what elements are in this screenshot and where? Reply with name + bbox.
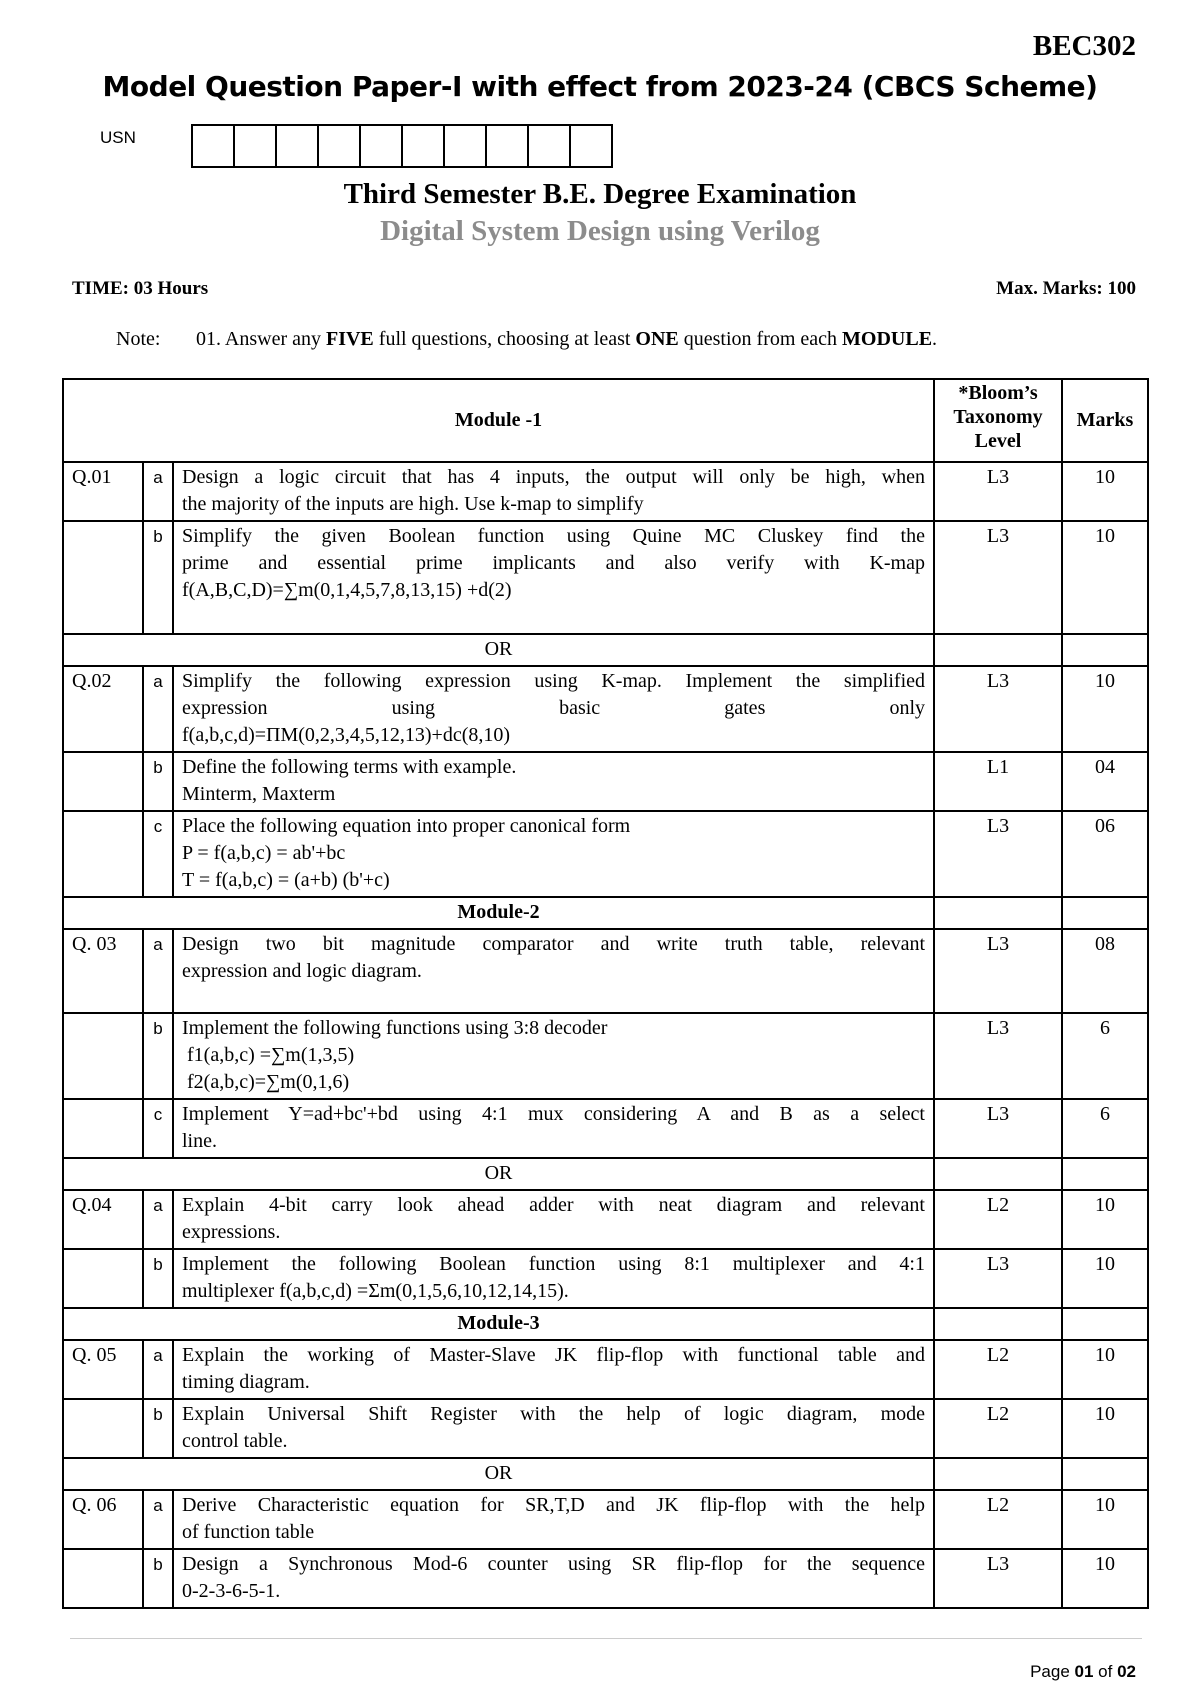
- usn-box: [487, 124, 529, 168]
- module-row: [63, 1308, 1148, 1340]
- or-row: [63, 634, 1148, 666]
- usn-box: [403, 124, 445, 168]
- question-line: of function table: [182, 1521, 315, 1543]
- note-part: question from each: [678, 328, 843, 350]
- sub-question-label: b: [143, 521, 173, 634]
- question-number: Q.04: [63, 1190, 143, 1249]
- question-number: [63, 1399, 143, 1458]
- sub-question-label: b: [143, 1549, 173, 1608]
- question-line: Design two bit magnitude comparator and write truth table, relevant: [182, 933, 925, 955]
- page-number: [1030, 1662, 1136, 1682]
- usn-box: [277, 124, 319, 168]
- question-line: prime and essential prime implicants and also verify with K-map: [182, 552, 925, 574]
- question-marks: 10: [1062, 666, 1148, 752]
- sub-question-label: c: [143, 811, 173, 897]
- question-marks: 10: [1062, 1490, 1148, 1549]
- note-part: 01. Answer any: [196, 328, 326, 350]
- page-of: of: [1093, 1662, 1118, 1681]
- question-line: f1(a,b,c) =∑m(1,3,5): [182, 1044, 355, 1066]
- or-separator: OR: [63, 634, 934, 666]
- question-text: [173, 811, 934, 897]
- usn-box: [571, 124, 613, 168]
- question-text: [173, 1099, 934, 1158]
- question-marks: 10: [1062, 1249, 1148, 1308]
- question-marks: 10: [1062, 521, 1148, 634]
- empty-cell: [934, 1458, 1062, 1490]
- table-row: [63, 462, 1148, 521]
- max-marks: Max. Marks: 100: [996, 278, 1136, 299]
- usn-box: [445, 124, 487, 168]
- question-line: Explain 4-bit carry look ahead adder with neat diagram and relevant: [182, 1194, 925, 1216]
- question-line: multiplexer f(a,b,c,d) =Σm(0,1,5,6,10,12,14,15).: [182, 1280, 569, 1302]
- question-line: Explain the working of Master-Slave JK flip-flop with functional table and: [182, 1344, 925, 1366]
- page-total: 02: [1117, 1662, 1136, 1681]
- table-row: [63, 1249, 1148, 1308]
- usn-box: [319, 124, 361, 168]
- table-row: [63, 1399, 1148, 1458]
- table-row: [63, 1490, 1148, 1549]
- blooms-level: L2: [934, 1490, 1062, 1549]
- question-text: [173, 1490, 934, 1549]
- question-text: [173, 1249, 934, 1308]
- blooms-level: L3: [934, 666, 1062, 752]
- blooms-header-line: *Bloom’s: [958, 382, 1038, 404]
- table-row: [63, 1013, 1148, 1099]
- question-marks: 10: [1062, 1340, 1148, 1399]
- question-text: [173, 521, 934, 634]
- blooms-header: [934, 379, 1062, 462]
- question-line: expression and logic diagram.: [182, 960, 422, 982]
- empty-cell: [934, 897, 1062, 929]
- module-row: [63, 897, 1148, 929]
- question-text: [173, 1399, 934, 1458]
- question-line: P = f(a,b,c) = ab'+bc: [182, 842, 346, 864]
- question-number: [63, 521, 143, 634]
- table-row: [63, 811, 1148, 897]
- empty-cell: [1062, 1308, 1148, 1340]
- blooms-header-line: Taxonomy: [953, 406, 1043, 428]
- table-row: [63, 666, 1148, 752]
- note-label: Note:: [116, 328, 161, 350]
- sub-question-label: b: [143, 1399, 173, 1458]
- sub-question-label: a: [143, 1490, 173, 1549]
- question-marks: 10: [1062, 462, 1148, 521]
- question-text: [173, 1549, 934, 1608]
- empty-cell: [1062, 1158, 1148, 1190]
- question-line: Implement the following Boolean function using 8:1 multiplexer and 4:1: [182, 1253, 925, 1275]
- module-heading: Module -1: [63, 379, 934, 462]
- question-marks: 10: [1062, 1549, 1148, 1608]
- empty-cell: [934, 634, 1062, 666]
- or-separator: OR: [63, 1158, 934, 1190]
- question-line: expression using basic gates only: [182, 697, 925, 719]
- subject-title: Digital System Design using Verilog: [380, 215, 820, 247]
- sub-question-label: b: [143, 1013, 173, 1099]
- question-line: f(a,b,c,d)=ΠM(0,2,3,4,5,12,13)+dc(8,10): [182, 724, 511, 746]
- usn-row: [100, 124, 613, 168]
- sub-question-label: a: [143, 1340, 173, 1399]
- question-number: Q.01: [63, 462, 143, 521]
- question-marks: 6: [1062, 1099, 1148, 1158]
- question-line: Derive Characteristic equation for SR,T,D and JK flip-flop with the help: [182, 1494, 925, 1516]
- table-row: [63, 521, 1148, 634]
- note-emphasis: MODULE: [842, 328, 933, 350]
- question-text: [173, 1340, 934, 1399]
- usn-boxes: [191, 124, 613, 168]
- question-number: [63, 1013, 143, 1099]
- question-line: line.: [182, 1130, 217, 1152]
- question-line: the majority of the inputs are high. Use k-map to simplify: [182, 493, 644, 515]
- question-marks: 10: [1062, 1399, 1148, 1458]
- empty-cell: [1062, 634, 1148, 666]
- question-number: Q. 06: [63, 1490, 143, 1549]
- empty-cell: [1062, 1458, 1148, 1490]
- table-row: [63, 929, 1148, 1013]
- or-row: [63, 1458, 1148, 1490]
- question-line: Explain Universal Shift Register with the help of logic diagram, mode: [182, 1403, 925, 1425]
- question-line: Design a logic circuit that has 4 inputs, the output will only be high, when: [182, 466, 925, 488]
- note-part: full questions, choosing at least: [373, 328, 636, 350]
- question-number: Q. 03: [63, 929, 143, 1013]
- question-line: Place the following equation into proper canonical form: [182, 815, 631, 837]
- or-row: [63, 1158, 1148, 1190]
- question-line: Minterm, Maxterm: [182, 783, 336, 805]
- usn-box: [235, 124, 277, 168]
- table-header-row: [63, 379, 1148, 462]
- question-text: [173, 929, 934, 1013]
- sub-question-label: a: [143, 666, 173, 752]
- blooms-level: L3: [934, 1013, 1062, 1099]
- sub-question-label: b: [143, 1249, 173, 1308]
- question-text: [173, 752, 934, 811]
- marks-header: Marks: [1062, 379, 1148, 462]
- question-line: timing diagram.: [182, 1371, 310, 1393]
- question-number: [63, 752, 143, 811]
- table-row: [63, 1099, 1148, 1158]
- module-heading: Module-2: [63, 897, 934, 929]
- question-text: [173, 462, 934, 521]
- note: [116, 328, 937, 351]
- sub-question-label: b: [143, 752, 173, 811]
- question-line: f(A,B,C,D)=∑m(0,1,4,5,7,8,13,15) +d(2): [182, 579, 512, 601]
- blooms-level: L3: [934, 811, 1062, 897]
- table-row: [63, 1549, 1148, 1608]
- question-line: Implement the following functions using 3:8 decoder: [182, 1017, 608, 1039]
- exam-title: Third Semester B.E. Degree Examination: [343, 178, 857, 210]
- question-marks: 10: [1062, 1190, 1148, 1249]
- note-text: [196, 328, 937, 351]
- question-table: [62, 378, 1149, 1609]
- question-text: [173, 1013, 934, 1099]
- question-text: [173, 1190, 934, 1249]
- note-emphasis: ONE: [635, 328, 679, 350]
- empty-cell: [934, 1308, 1062, 1340]
- page-current: 01: [1074, 1662, 1094, 1681]
- usn-box: [193, 124, 235, 168]
- question-number: [63, 1099, 143, 1158]
- blooms-level: L3: [934, 1549, 1062, 1608]
- question-line: Design a Synchronous Mod-6 counter using SR flip-flop for the sequence: [182, 1553, 925, 1575]
- blooms-level: L3: [934, 462, 1062, 521]
- question-text: [173, 666, 934, 752]
- question-line: T = f(a,b,c) = (a+b) (b'+c): [182, 869, 390, 891]
- empty-cell: [934, 1158, 1062, 1190]
- blooms-header-line: Level: [974, 430, 1022, 452]
- blooms-level: L2: [934, 1340, 1062, 1399]
- table-row: [63, 1340, 1148, 1399]
- usn-box: [361, 124, 403, 168]
- paper-title: Model Question Paper-I with effect from 2023-24 (CBCS Scheme): [102, 70, 1098, 103]
- question-line: 0-2-3-6-5-1.: [182, 1580, 281, 1602]
- blooms-level: L2: [934, 1399, 1062, 1458]
- question-marks: 04: [1062, 752, 1148, 811]
- note-emphasis: FIVE: [325, 328, 374, 350]
- question-line: Implement Y=ad+bc'+bd using 4:1 mux considering A and B as a select: [182, 1103, 925, 1125]
- sub-question-label: a: [143, 462, 173, 521]
- course-code: BEC302: [1032, 30, 1136, 62]
- footer-rule: [70, 1638, 1142, 1639]
- question-number: Q.02: [63, 666, 143, 752]
- blooms-level: L1: [934, 752, 1062, 811]
- module-heading: Module-3: [63, 1308, 934, 1340]
- question-line: control table.: [182, 1430, 288, 1452]
- blooms-level: L3: [934, 1099, 1062, 1158]
- exam-time: TIME: 03 Hours: [72, 278, 209, 299]
- sub-question-label: a: [143, 1190, 173, 1249]
- question-number: Q. 05: [63, 1340, 143, 1399]
- blooms-level: L3: [934, 1249, 1062, 1308]
- table-row: [63, 1190, 1148, 1249]
- usn-box: [529, 124, 571, 168]
- question-number: [63, 1249, 143, 1308]
- question-line: Define the following terms with example.: [182, 756, 517, 778]
- question-marks: 06: [1062, 811, 1148, 897]
- page-prefix: Page: [1030, 1662, 1075, 1681]
- or-separator: OR: [63, 1458, 934, 1490]
- question-marks: 08: [1062, 929, 1148, 1013]
- question-line: Simplify the given Boolean function using Quine MC Cluskey find the: [182, 525, 925, 547]
- usn-label: USN: [100, 128, 136, 147]
- question-line: Simplify the following expression using K-map. Implement the simplified: [182, 670, 925, 692]
- question-line: expressions.: [182, 1221, 281, 1243]
- sub-question-label: c: [143, 1099, 173, 1158]
- blooms-level: L2: [934, 1190, 1062, 1249]
- blooms-level: L3: [934, 521, 1062, 634]
- question-line: f2(a,b,c)=∑m(0,1,6): [182, 1071, 350, 1093]
- question-number: [63, 811, 143, 897]
- question-marks: 6: [1062, 1013, 1148, 1099]
- sub-question-label: a: [143, 929, 173, 1013]
- note-part: .: [932, 328, 938, 350]
- empty-cell: [1062, 897, 1148, 929]
- blooms-level: L3: [934, 929, 1062, 1013]
- table-row: [63, 752, 1148, 811]
- question-number: [63, 1549, 143, 1608]
